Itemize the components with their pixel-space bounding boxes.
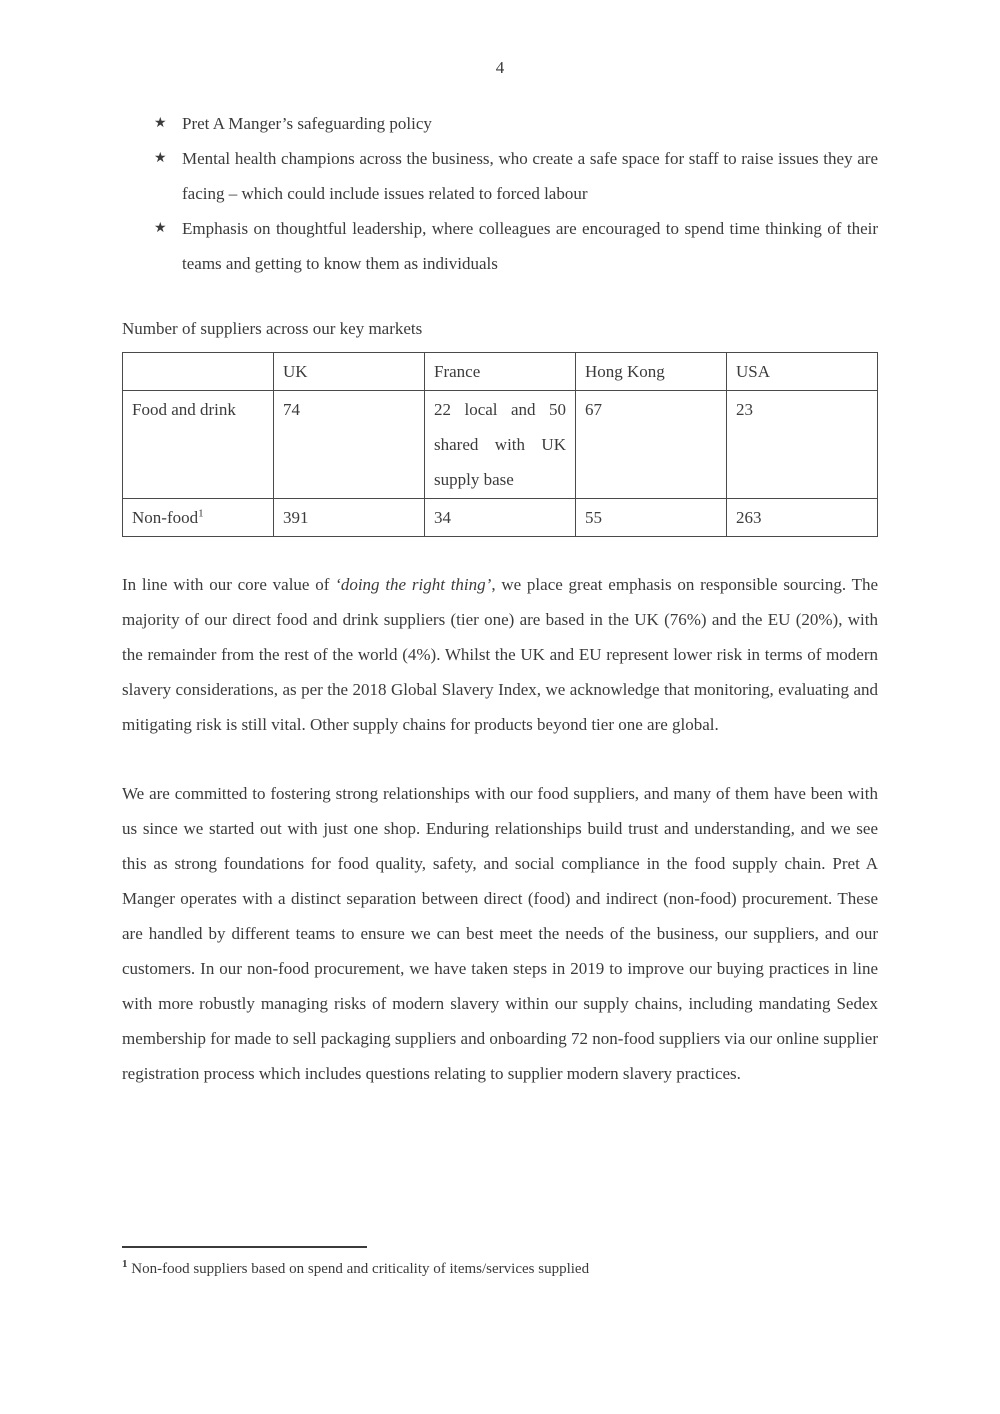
table-cell: 23 — [727, 391, 878, 499]
paragraph-text: In line with our core value of — [122, 575, 336, 594]
star-bullet-icon: ★ — [154, 116, 167, 131]
suppliers-table — [122, 352, 878, 537]
footnote — [122, 1246, 878, 1280]
list-item — [122, 141, 878, 211]
table-cell: 74 — [274, 391, 425, 499]
row-label-cell — [123, 499, 274, 537]
table-header-cell: UK — [274, 353, 425, 391]
footnote-marker: 1 — [122, 1258, 128, 1270]
list-item-text: Mental health champions across the business, who create a safe space for staff to raise issues they are facing – which could include issues related to forced labour — [182, 149, 878, 203]
star-bullet-icon: ★ — [154, 151, 167, 166]
list-item-text: Pret A Manger’s safeguarding policy — [182, 114, 432, 133]
footnote-divider — [122, 1246, 367, 1248]
star-bullet-icon: ★ — [154, 221, 167, 236]
list-item — [122, 211, 878, 281]
bullet-list — [122, 106, 878, 281]
table-header-cell: France — [425, 353, 576, 391]
table-cell: 22 local and 50 shared with UK supply base — [425, 391, 576, 499]
paragraph-text: , we place great emphasis on responsible sourcing. The majority of our direct food and drink suppliers (tier one) are based in the UK (76%) and the EU (20%), with the remainder from the rest of the world (4%). Whilst the UK and EU represent lower risk in terms of modern slavery considerations, as per the 2018 Global Slavery Index, we acknowledge that monitoring, evaluating and mitigating risk is still vital. Other supply chains for products beyond tier one are global. — [122, 575, 879, 734]
table-cell: 34 — [425, 499, 576, 537]
row-label: Non-food — [132, 508, 199, 527]
paragraph: We are committed to fostering strong relationships with our food suppliers, and many of them have been with us since we started out with just one shop. Enduring relationships build trust and understanding, and we see this as strong foundations for food quality, safety, and social compliance in the food supply chain. Pret A Manger operates with a distinct separation between direct (food) and indirect (non-food) procurement. These are handled by different teams to ensure we can best meet the needs of the business, our suppliers, and our customers. In our non-food procurement, we have taken steps in 2019 to improve our buying practices in line with more robustly managing risks of modern slavery within our supply chains, including mandating Sedex membership for made to sell packaging suppliers and onboarding 72 non-food suppliers via our online supplier registration process which includes questions relating to supplier modern slavery practices. — [122, 784, 878, 1083]
table-cell: 391 — [274, 499, 425, 537]
table-header-cell — [123, 353, 274, 391]
table-row — [123, 391, 878, 499]
page-number: 4 — [495, 58, 505, 77]
footnote-body: Non-food suppliers based on spend and criticality of items/services supplied — [131, 1261, 590, 1277]
table-cell: 55 — [576, 499, 727, 537]
list-item-text: Emphasis on thoughtful leadership, where colleagues are encouraged to spend time thinking of their teams and getting to know them as individuals — [182, 219, 878, 273]
paragraph — [122, 567, 878, 742]
list-item — [122, 106, 878, 141]
table-cell: 67 — [576, 391, 727, 499]
row-label: Food and drink — [132, 400, 236, 419]
footnote-ref: 1 — [198, 507, 204, 520]
footnote-text — [122, 1258, 878, 1280]
table-cell: 263 — [727, 499, 878, 537]
table-header-row — [123, 353, 878, 391]
table-header-cell: Hong Kong — [576, 353, 727, 391]
table-caption: Number of suppliers across our key markets — [122, 319, 423, 338]
table-header-cell: USA — [727, 353, 878, 391]
table-row — [123, 499, 878, 537]
row-label-cell — [123, 391, 274, 499]
italic-phrase: ‘doing the right thing’ — [335, 575, 492, 594]
